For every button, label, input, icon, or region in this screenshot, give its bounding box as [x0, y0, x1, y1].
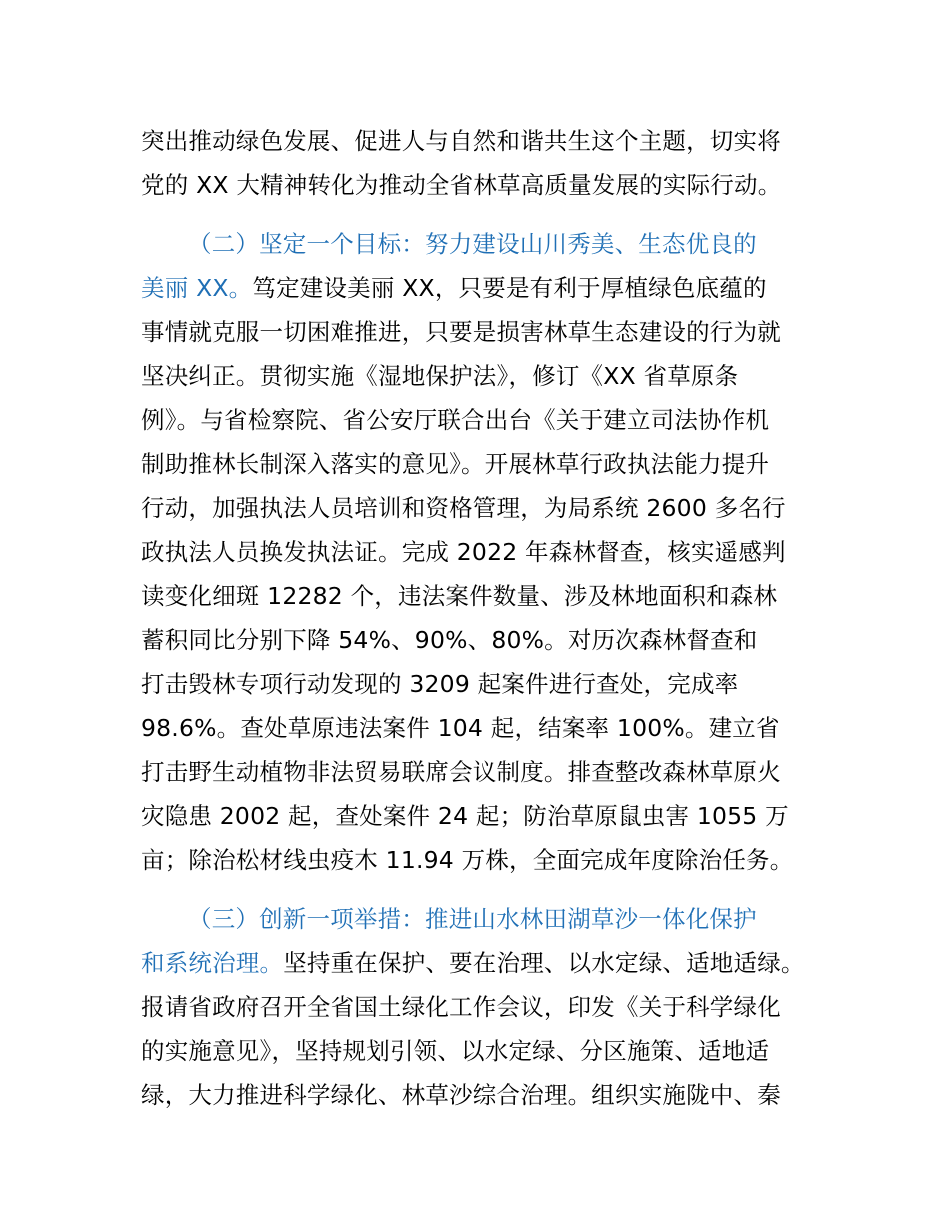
body-text-line: 突出推动绿色发展、促进人与自然和谐共生这个主题，切实将	[141, 127, 781, 155]
section-heading-2: （二）坚定一个目标：努力建设山川秀美、生态优良的	[188, 230, 757, 258]
body-text-segment: 笃定建设美丽 XX，只要是有利于厚植绿色底蕴的	[252, 274, 767, 302]
body-text-line: 行动，加强执法人员培训和资格管理，为局系统 2600 多名行	[141, 494, 786, 522]
body-text-line: 党的 XX 大精神转化为推动全省林草高质量发展的实际行动。	[141, 171, 782, 199]
body-text-line: 打击毁林专项行动发现的 3209 起案件进行查处，完成率	[141, 670, 739, 698]
body-text-line: 打击野生动植物非法贸易联席会议制度。排查整改森林草原火	[141, 758, 781, 786]
body-text-line: 坚决纠正。贯彻实施《湿地保护法》，修订《XX 省草原条	[141, 362, 739, 390]
body-text-segment: 坚持重在保护、要在治理、以水定绿、适地适绿。	[283, 949, 805, 977]
body-text-line: 的实施意见》，坚持规划引领、以水定绿、分区施策、适地适	[141, 1037, 770, 1065]
body-text-line: 亩；除治松材线虫疫木 11.94 万株，全面完成年度除治任务。	[141, 846, 794, 874]
body-text-line: 蓄积同比分别下降 54%、90%、80%。对历次森林督查和	[141, 626, 758, 654]
body-text-line: 报请省政府召开全省国土绿化工作会议，印发《关于科学绿化	[141, 993, 781, 1021]
body-text-line: 事情就克服一切困难推进，只要是损害林草生态建设的行为就	[141, 318, 781, 346]
body-text-line: 制助推林长制深入落实的意见》。开展林草行政执法能力提升	[141, 450, 770, 478]
body-text-line: 读变化细斑 12282 个，违法案件数量、涉及林地面积和森林	[141, 582, 778, 610]
section-heading-2-line	[141, 271, 767, 305]
section-heading-2-end: 美丽 XX。	[141, 274, 253, 302]
section-heading-3-line	[141, 946, 805, 980]
section-heading-3: （三）创新一项举措：推进山水林田湖草沙一体化保护	[188, 905, 757, 933]
body-text-line: 例》。与省检察院、省公安厅联合出台《关于建立司法协作机	[141, 406, 770, 434]
body-text-line: 绿，大力推进科学绿化、林草沙综合治理。组织实施陇中、秦	[141, 1081, 781, 1109]
body-text-line: 98.6%。查处草原违法案件 104 起，结案率 100%。建立省	[141, 714, 780, 742]
section-heading-3-end: 和系统治理。	[141, 949, 284, 977]
body-text-line: 政执法人员换发执法证。完成 2022 年森林督查，核实遥感判	[141, 538, 786, 566]
body-text-line: 灾隐患 2002 起，查处案件 24 起；防治草原鼠虫害 1055 万	[141, 802, 789, 830]
